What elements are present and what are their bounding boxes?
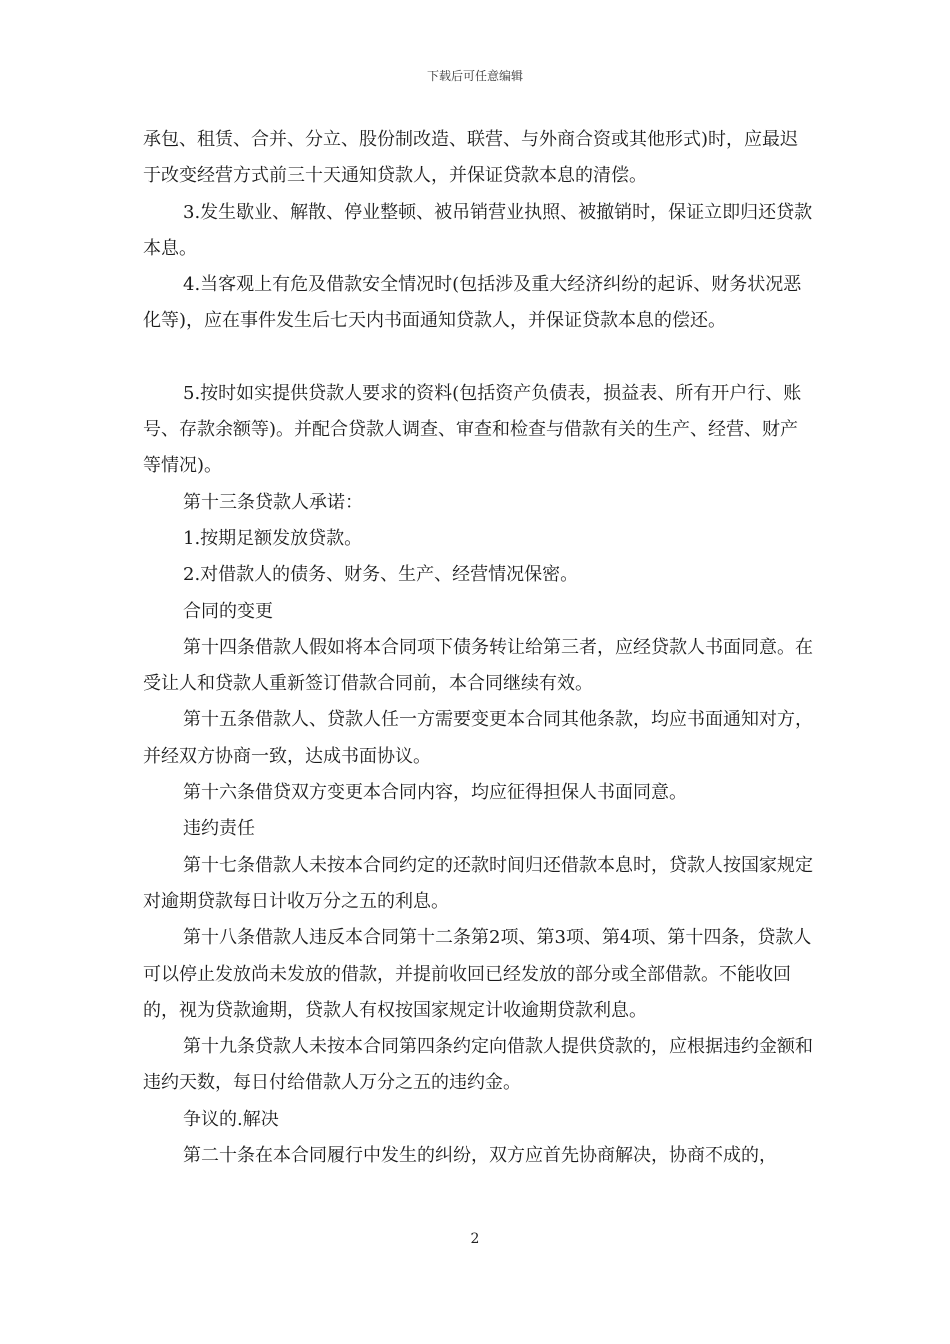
paragraph: 4.当客观上有危及借款安全情况时(包括涉及重大经济纠纷的起诉、财务状况恶化等)，应在事件发生后七天内书面通知贷款人，并保证贷款本息的偿还。 [143,274,802,332]
section-heading: 合同的变更 [183,600,273,622]
paragraph: 5.按时如实提供贷款人要求的资料(包括资产负债表，损益表、所有开户行、账号、存款余额等)。并配合贷款人调查、审查和检查与借款有关的生产、经营、财产等情况)。 [143,382,802,477]
page-header: 下载后可任意编辑 [426,69,523,83]
paragraph: 1.按期足额发放贷款。 [183,527,363,549]
blank-line [143,340,815,376]
paragraph: 第十六条借贷双方变更本合同内容，均应征得担保人书面同意。 [183,782,687,804]
paragraph: 第二十条在本合同履行中发生的纠纷，双方应首先协商解决，协商不成的， [183,1145,777,1167]
page-number: 2 [470,1231,480,1247]
paragraph: 第十七条借款人未按本合同约定的还款时间归还借款本息时，贷款人按国家规定对逾期贷款每日计收万分之五的利息。 [143,854,813,912]
section-heading: 违约责任 [183,818,255,840]
paragraph: 第十九条贷款人未按本合同第四条约定向借款人提供贷款的，应根据违约金额和违约天数，每日付给借款人万分之五的违约金。 [143,1036,813,1094]
paragraph: 3.发生歇业、解散、停业整顿、被吊销营业执照、被撤销时，保证立即归还贷款本息。 [143,201,813,259]
paragraph: 第十五条借款人、贷款人任一方需要变更本合同其他条款，均应书面通知对方，并经双方协商一致，达成书面协议。 [143,709,813,767]
section-heading: 争议的.解决 [183,1108,279,1130]
paragraph: 第十三条贷款人承诺： [183,491,363,513]
document-body [143,122,815,1174]
paragraph: 第十四条借款人假如将本合同项下债务转让给第三者，应经贷款人书面同意。在受让人和贷款人重新签订借款合同前，本合同继续有效。 [143,636,813,695]
paragraph: 第十八条借款人违反本合同第十二条第2项、第3项、第4项、第十四条，贷款人可以停止发放尚未发放的借款，并提前收回已经发放的部分或全部借款。不能收回的，视为贷款逾期，贷款人有权按国家规定计收逾期贷款利息。 [143,927,812,1021]
paragraph: 承包、租赁、合并、分立、股份制改造、联营、与外商合资或其他形式)时，应最迟于改变经营方式前三十天通知贷款人，并保证贷款本息的清偿。 [143,129,799,187]
paragraph: 2.对借款人的债务、财务、生产、经营情况保密。 [183,564,579,586]
